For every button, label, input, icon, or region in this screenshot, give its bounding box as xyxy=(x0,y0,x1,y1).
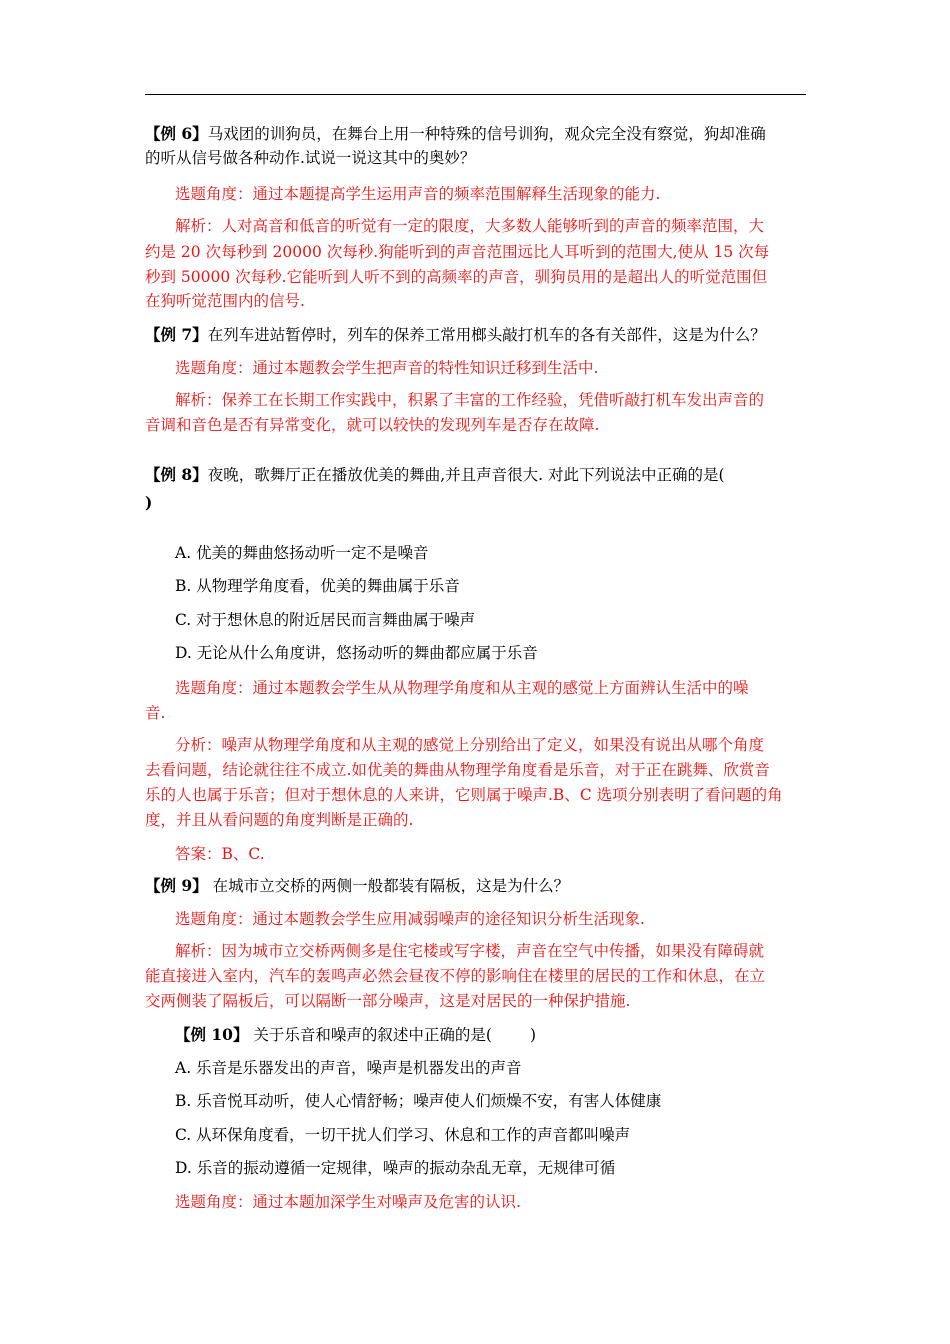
example-6-analysis-line2: 约是 20 次每秒到 20000 次每秒.狗能听到的声音范围远比人耳听到的范围大,使从 15 次每 xyxy=(145,243,770,261)
example-10-option-a: A. 乐音是乐器发出的声音，噪声是机器发出的声音 xyxy=(175,1059,522,1077)
example-6-analysis-line1: 解析：人对高音和低音的听觉有一定的限度，大多数人能够听到的声音的频率范围，大 xyxy=(175,217,765,235)
example-6-question: 【例 6】马戏团的训狗员，在舞台上用一种特殊的信号训狗，观众完全没有察觉，狗却准确 xyxy=(145,124,766,143)
example-9-analysis-line2: 能直接进入室内，汽车的轰鸣声必然会昼夜不停的影响住在楼里的居民的工作和休息，在立 xyxy=(145,967,766,985)
example-10-angle: 选题角度：通过本题加深学生对噪声及危害的认识. xyxy=(175,1193,521,1211)
example-8-label: 【例 8】 xyxy=(145,465,208,484)
example-7-label: 【例 7】 xyxy=(145,325,208,344)
example-7-analysis-line2: 音调和音色是否有异常变化，就可以较快的发现列车是否存在故障. xyxy=(145,416,600,434)
example-9-label: 【例 9】 xyxy=(145,876,208,895)
example-10-option-d: D. 乐音的振动遵循一定规律，噪声的振动杂乱无章，无规律可循 xyxy=(175,1159,616,1177)
example-6-analysis-line3: 秒到 50000 次每秒.它能听到人听不到的高频率的声音，驯狗员用的是超出人的听觉范围但 xyxy=(145,268,768,286)
example-8-option-a: A. 优美的舞曲悠扬动听一定不是噪音 xyxy=(175,544,429,562)
example-10-label: 【例 10】 xyxy=(175,1025,249,1044)
example-8-answer: 答案：B、C. xyxy=(175,845,265,863)
example-8-analysis-line4: 度，并且从看问题的角度判断是正确的. xyxy=(145,811,414,829)
example-8-analysis-line1: 分析：噪声从物理学角度和从主观的感觉上分别给出了定义，如果没有说出从哪个角度 xyxy=(175,736,765,754)
example-8-analysis-line2: 去看问题，结论就往往不成立.如优美的舞曲从物理学角度看是乐音，对于正在跳舞、欣赏音 xyxy=(145,761,770,779)
example-9-angle: 选题角度：通过本题教会学生应用减弱噪声的途径知识分析生活现象. xyxy=(175,910,645,928)
example-8-option-d: D. 无论从什么角度讲，悠扬动听的舞曲都应属于乐音 xyxy=(175,644,538,662)
example-8-angle-line2: 音. xyxy=(145,704,166,722)
example-6-analysis-line4: 在狗听觉范围内的信号. xyxy=(145,292,305,310)
example-6-question-line2: 的听从信号做各种动作.试说一说这其中的奥妙？ xyxy=(145,149,476,167)
header-rule xyxy=(145,94,806,95)
example-7-angle: 选题角度：通过本题教会学生把声音的特性知识迁移到生活中. xyxy=(175,359,599,377)
example-8-angle-line1: 选题角度：通过本题教会学生从从物理学角度和从主观的感觉上方面辨认生活中的噪 xyxy=(175,679,749,697)
example-7-question: 【例 7】在列车进站暂停时，列车的保养工常用榔头敲打机车的各有关部件，这是为什么？ xyxy=(145,325,766,344)
example-9-question: 【例 9】 在城市立交桥的两侧一般都装有隔板，这是为什么？ xyxy=(145,876,570,895)
example-8-analysis-line3: 乐的人也属于乐音；但对于想休息的人来讲，它则属于噪声.B、C 选项分别表明了看问题的角 xyxy=(145,786,783,804)
example-10-option-c: C. 从环保角度看，一切干扰人们学习、休息和工作的声音都叫噪声 xyxy=(175,1126,631,1144)
example-6-label: 【例 6】 xyxy=(145,124,208,143)
example-8-option-b: B. 从物理学角度看，优美的舞曲属于乐音 xyxy=(175,577,460,595)
example-9-analysis-line1: 解析：因为城市立交桥两侧多是住宅楼或写字楼，声音在空气中传播，如果没有障碍就 xyxy=(175,942,765,960)
example-7-analysis-line1: 解析：保养工在长期工作实践中，积累了丰富的工作经验，凭借听敲打机车发出声音的 xyxy=(175,391,765,409)
example-8-question: 【例 8】夜晚，歌舞厅正在播放优美的舞曲,并且声音很大. 对此下列说法中正确的是( xyxy=(145,465,725,484)
example-10-question: 【例 10】 关于乐音和噪声的叙述中正确的是( ) xyxy=(175,1025,537,1044)
example-9-analysis-line3: 交两侧装了隔板后，可以隔断一部分噪声，这是对居民的一种保护措施. xyxy=(145,992,631,1010)
example-8-option-c: C. 对于想休息的附近居民而言舞曲属于噪声 xyxy=(175,611,476,629)
example-10-option-b: B. 乐音悦耳动听，使人心情舒畅；噪声使人们烦燥不安，有害人体健康 xyxy=(175,1092,662,1110)
example-6-angle: 选题角度：通过本题提高学生运用声音的频率范围解释生活现象的能力. xyxy=(175,185,661,203)
example-8-question-close: ) xyxy=(145,493,153,512)
